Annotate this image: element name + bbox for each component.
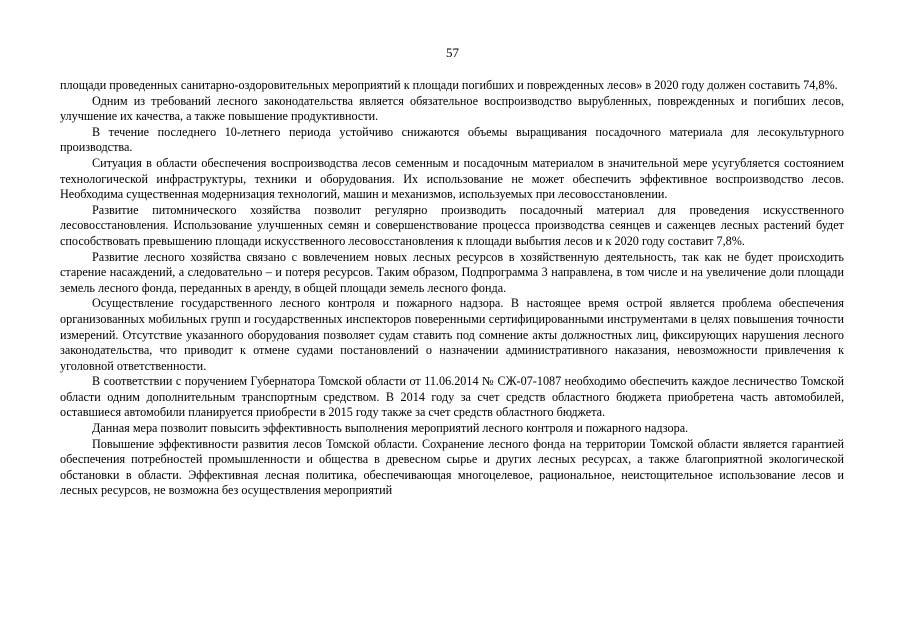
paragraph-continuation: площади проведенных санитарно-оздоровительных мероприятий к площади погибших и поврежденных лесов» в 2020 году должен составить 74,8%.	[60, 78, 838, 92]
paragraph: Одним из требований лесного законодательства является обязательное воспроизводство вырубленных, поврежденных и погибших лесов, улучшение их качества, а также повышение продуктивности.	[60, 93, 844, 124]
paragraph: Развитие питомнического хозяйства позволит регулярно производить посадочный материал для проведения искусственного лесовосстановления. Использование улучшенных семян и совершенствование процесса производства сеянцев и саженцев лесных растений будет способствовать превышению площади искусственного лесовосстановления к площади выбытия лесов и к 2020 году составит 7,8%.	[60, 202, 844, 248]
paragraph: В соответствии с поручением Губернатора Томской области от 11.06.2014 № СЖ-07-1087 необходимо обеспечить каждое лесничество Томской области одним дополнительным транспортным средством. В 2014 году за счет средств областного бюджета приобретена часть автомобилей, оставшиеся автомобили планируется приобрести в 2015 году также за счет средств областного бюджета.	[60, 374, 844, 420]
paragraph: Осуществление государственного лесного контроля и пожарного надзора. В настоящее время острой является проблема обеспечения организованных мобильных групп и государственных инспекторов поверенными сертифицированными инструментами в целях повышения точности измерений. Отсутствие указанного оборудования позволяет судам ставить под сомнение акты должностных лиц, фиксирующих нарушения лесного законодательства, что приводит к отмене судами постановлений о назначении административного наказания, невозможности привлечения к уголовной ответственности.	[60, 296, 844, 373]
document-body	[60, 78, 844, 499]
paragraph: Данная мера позволит повысить эффективность выполнения мероприятий лесного контроля и пожарного надзора.	[92, 421, 689, 436]
page-number: 57	[446, 45, 459, 60]
paragraph: В течение последнего 10-летнего периода устойчиво снижаются объемы выращивания посадочного материала для лесокультурного производства.	[60, 124, 844, 155]
paragraph: Развитие лесного хозяйства связано с вовлечением новых лесных ресурсов в хозяйственную деятельность, так как не будет происходить старение насаждений, а следовательно – и потеря ресурсов. Таким образом, Подпрограмма 3 направлена, в том числе и на увеличение доли площади земель лесного фонда, переданных в аренду, в общей площади земель лесного фонда.	[60, 249, 844, 295]
paragraph: Ситуация в области обеспечения воспроизводства лесов семенным и посадочным материалом в значительной мере усугубляется состоянием технологической инфраструктуры, техники и оборудования. Их использование не может обеспечить эффективное воспроизводство лесов. Необходима существенная модернизация технологий, машин и механизмов, используемых при лесовосстановлении.	[60, 155, 844, 202]
paragraph: Повышение эффективности развития лесов Томской области. Сохранение лесного фонда на территории Томской области является гарантией обеспечения потребностей промышленности и общества в древесном сырье и других лесных ресурсах, а также благоприятной экологической обстановки в области. Эффективная лесная политика, обеспечивающая многоцелевое, рациональное, неистощительное использование лесов и лесных ресурсов, не возможна без осуществления мероприятий	[60, 436, 844, 498]
